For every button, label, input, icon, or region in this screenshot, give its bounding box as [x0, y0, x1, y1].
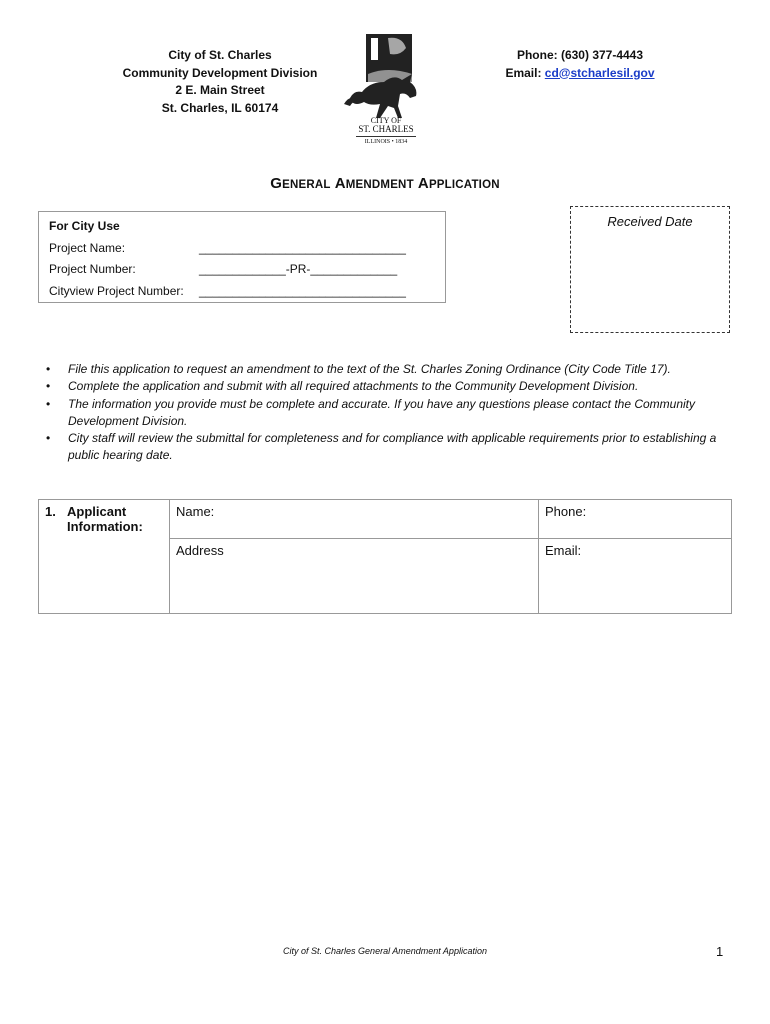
street-address: 2 E. Main Street — [175, 83, 265, 97]
name-label: Name: — [176, 504, 215, 519]
instruction-item: • Complete the application and submit with all required attachments to the Community Development Division. — [46, 378, 726, 395]
address-label: Address — [176, 543, 224, 558]
section-number: 1. — [45, 504, 56, 519]
section-label-line1: Applicant — [67, 504, 127, 519]
office-address-block — [110, 47, 330, 117]
city-use-box — [38, 211, 446, 303]
org-name: City of St. Charles — [168, 48, 272, 62]
title-word3-initial: A — [417, 175, 429, 192]
page-number: 1 — [716, 944, 724, 959]
page-title — [0, 175, 770, 192]
phone-number: Phone: (630) 377-4443 — [516, 48, 644, 62]
applicant-address-field[interactable] — [170, 539, 539, 614]
email-field-label: Email: — [545, 543, 582, 558]
city-use-heading: For City Use — [49, 219, 120, 233]
email-line — [495, 65, 665, 83]
project-number-label: Project Number: — [49, 262, 136, 276]
applicant-email-field[interactable] — [539, 539, 732, 614]
logo-text-city-of: CITY OF — [370, 116, 402, 125]
phone-label: Phone: — [545, 504, 587, 519]
contact-block — [495, 47, 665, 82]
title-word2-initial: A — [334, 175, 346, 192]
received-date-box[interactable] — [570, 206, 730, 333]
title-word1-initial: G — [270, 175, 283, 192]
project-number-field[interactable]: _____________-PR-_____________ — [199, 262, 398, 276]
title-word1-rest: ENERAL — [282, 179, 331, 191]
page-footer: City of St. Charles General Amendment Application — [283, 946, 487, 956]
applicant-name-field[interactable] — [170, 500, 539, 539]
title-word2-rest: MENDMENT — [345, 179, 414, 191]
applicant-phone-field[interactable] — [539, 500, 732, 539]
logo-text-st-charles: ST. CHARLES — [358, 124, 414, 134]
received-date-label: Received Date — [607, 214, 693, 229]
title-word3-rest: PPLICATION — [428, 179, 500, 191]
logo-text-illinois: ILLINOIS • 1834 — [364, 139, 408, 145]
instruction-item: • The information you provide must be complete and accurate. If you have any questions please contact the Community Development Division. — [46, 396, 726, 431]
logo-divider — [356, 136, 416, 137]
cityview-project-number-field[interactable]: _______________________________ — [199, 284, 406, 298]
applicant-information-table — [38, 499, 732, 614]
section-label-line2: Information: — [67, 519, 143, 534]
instruction-item: • File this application to request an amendment to the text of the St. Charles Zoning Ordinance (City Code Title 17). — [46, 361, 726, 378]
email-link[interactable]: cd@stcharlesil.gov — [544, 65, 655, 80]
instructions-list — [46, 361, 726, 465]
project-name-field[interactable]: _______________________________ — [199, 241, 406, 255]
email-label: Email: — [505, 65, 545, 80]
city-state-zip: St. Charles, IL 60174 — [161, 100, 279, 115]
division-name: Community Development Division — [122, 65, 318, 80]
section-label-cell — [39, 500, 170, 614]
cityview-project-number-label: Cityview Project Number: — [49, 284, 184, 298]
project-name-label: Project Name: — [49, 241, 126, 255]
instruction-item: • City staff will review the submittal for completeness and for compliance with applicable requirements prior to establishing a public hearing date. — [46, 430, 726, 465]
city-logo — [344, 32, 428, 150]
